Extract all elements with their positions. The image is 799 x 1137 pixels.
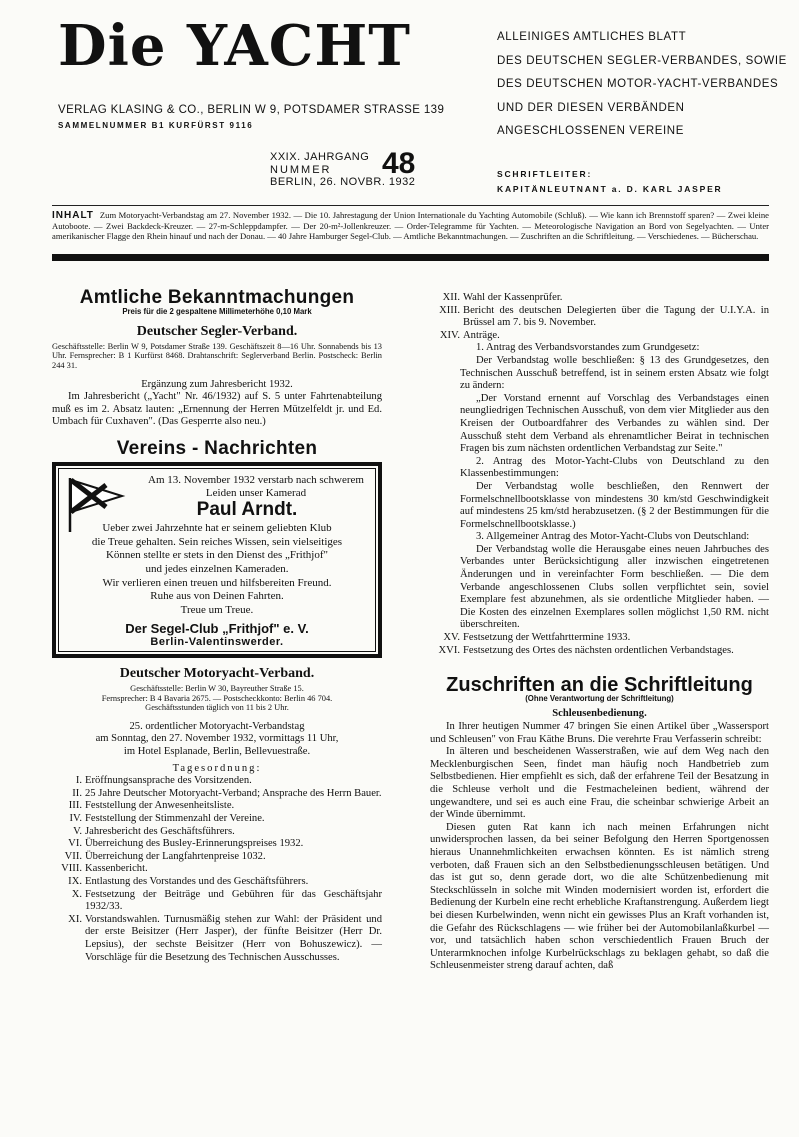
obit-line: die Treue gehalten. Sein reiches Wissen, sein vielseitiges — [91, 535, 343, 548]
obit-line: Können stellte er stets in den Dienst des „Frithjof" — [105, 549, 328, 562]
official-line: DES DEUTSCHEN MOTOR-YACHT-VERBANDES — [497, 78, 779, 90]
dmyv-info-line: Geschäftsstunden täglich von 11 bis 2 Uhr. — [145, 703, 289, 713]
obit-club: Der Segel-Club „Frithjof" e. V. — [125, 621, 309, 637]
agenda-list-cont — [430, 292, 769, 342]
agenda-label: Tagesordnung: — [172, 762, 262, 774]
agenda-item: X. Festsetzung der Beiträge und Gebühren für das Geschäftsjahr 1932/33. — [71, 888, 382, 913]
zuschriften-sub: (Ohne Verantwortung der Schriftleitung) — [525, 693, 674, 703]
club-flag-icon — [66, 474, 126, 534]
right-column — [430, 292, 769, 973]
official-line: DES DEUTSCHEN SEGLER-VERBANDES, SOWIE — [497, 54, 787, 67]
antrag3-head: 3. Allgemeiner Antrag des Motor-Yacht-Clubs von Deutschland: — [476, 531, 750, 543]
verbandstag-title — [52, 721, 382, 759]
agenda-list-end — [430, 632, 769, 657]
agenda-item: I. Eröffnungsansprache des Vorsitzenden. — [75, 775, 252, 787]
agenda-item: IV. Feststellung der Stimmenzahl der Vereine. — [69, 813, 265, 824]
dmyv-info-line: Geschäftsstelle: Berlin W 30, Bayreuther Straße 15. — [130, 684, 304, 694]
agenda-item: XIII. Bericht des deutschen Delegierten über die Tagung der U.I.Y.A. in Brüssel am 7. bis 9. November. — [439, 304, 769, 329]
obit-line: Ruhe aus von Deinen Fahrten. — [150, 590, 284, 603]
zuschriften-title: Zuschriften an die Schriftleitung — [446, 674, 753, 697]
agenda-item: II. 25 Jahre Deutscher Motoryacht-Verband; Ansprache des Herrn Bauer. — [72, 787, 382, 799]
antrag3-p: Der Verbandstag wolle die Herausgabe eines neuen Jahrbuches des Verbandes unter Berücksichtigung aller inzwischen eingetretenen Änderungen und in vereinfachter Form beschließen. — Die dem Verbande angeschlossenen Clubs sollen verpflichtet sein, soviel Exemplare fest abzunehmen, als sie ordentliche Mitglieder haben. — Die Kosten des einzelnen Exemplares sollen möglichst 1,50 RM. nicht überschreiten. — [460, 543, 769, 631]
masthead-title: Die YACHT — [58, 13, 411, 79]
left-column — [52, 287, 382, 964]
issue-year: XXIX. JAHRGANG — [270, 151, 370, 163]
dsv-info: Geschäftsstelle: Berlin W 9, Potsdamer Straße 139. Geschäftszeit 8—16 Uhr. Sonnabends bis 13 Uhr. Fernsprecher: B 1 Kurfürst 8468. Drahtanschrift: Seglerverband Berlin. Postscheck: Berlin 244 31. — [52, 341, 382, 370]
rule-divider — [52, 205, 769, 206]
agenda-item: XII. Wahl der Kassenprüfer. — [442, 292, 563, 303]
agenda-item: V. Jahresbericht des Geschäftsführers. — [73, 825, 235, 837]
verbandstag-line: 25. ordentlicher Motoryacht-Verbandstag — [129, 720, 305, 732]
agenda-item: XV. Festsetzung der Wettfahrttermine 1933. — [443, 632, 631, 644]
verbandstag-line: im Hotel Esplanade, Berlin, Bellevuestraße. — [123, 746, 311, 758]
erg-text: Im Jahresbericht („Yacht" Nr. 46/1932) auf S. 5 unter Fahrtenabteilung muß es im 2. Absatz lauten: „Ernennung der Herren Mützelfeldt jr. und Ed. Umbach für Cuxhaven". (Das Gesperrte also neu.) — [52, 391, 382, 428]
agenda-list — [52, 775, 382, 964]
agenda-item: VIII. Kassenbericht. — [61, 863, 148, 875]
rule-thick-divider — [52, 254, 769, 261]
contents-text: Zum Motoryacht-Verbandstag am 27. November 1932. — Die 10. Jahrestagung der Union Internationale du Yachting Automobile (Schluß). — Wie kann ich Brennstoff sparen? — Zwei kleine Autoboote. — Zwei Backdeck-Kreuzer. — 27-m-Schleppdampfer. — Der 20-m²-Jollenkreuzer. — Order-Telegramme für Yachten. — Meteorologische Navigation an Bord von Segelyachten. — Unter amerikanischer Flagge den Rhein hinauf und nach der Donau. — 40 Jahre Hamburger Segel-Club. — Amtliche Bekanntmachungen. — Zuschriften an die Schriftleitung. — Verschiedenes. — Bücherschau. — [52, 210, 769, 241]
table-of-contents — [52, 210, 769, 241]
amtliche-price: Preis für die 2 gespaltene Millimeterhöhe 0,10 Mark — [122, 306, 312, 316]
schleusen-p1: In Ihrer heutigen Nummer 47 bringen Sie einen Artikel über „Wassersport und Schleusen" von Frau Käthe Bruns. Die verehrte Frau Verfasserin schreibt: — [430, 721, 769, 745]
antrag2-p: Der Verbandstag wolle beschließen, den Rennwert der Formelschnellbootsklasse von mindestens 30 km/std Geschwindigkeit auf mindestens 25 km/std herabzusetzen. (§ 2 der Bestimmungen für die Formelschnellbootsklasse.) — [460, 480, 769, 530]
obit-line: Wir verlieren einen treuen und hilfsbereiten Freund. — [102, 576, 332, 589]
amtliche-title: Amtliche Bekanntmachungen — [79, 287, 355, 308]
editor-info — [497, 167, 722, 197]
agenda-item: XVI. Festsetzung des Ortes des nächsten ordentlichen Verbandstages. — [438, 644, 734, 656]
verbandstag-line: am Sonntag, den 27. November 1932, vormittags 11 Uhr, — [95, 733, 339, 745]
obit-intro: Am 13. November 1932 verstarb nach schwerem Leiden unser Kamerad — [148, 473, 364, 499]
vereins-title: Vereins - Nachrichten — [116, 437, 318, 459]
phone-line: SAMMELNUMMER B1 KURFÜRST 9116 — [58, 121, 254, 130]
schleusen-title: Schleusenbedienung. — [552, 708, 647, 720]
dsv-title: Deutscher Segler-Verband. — [136, 324, 298, 340]
antrag1-head: 1. Antrag des Verbandsvorstandes zum Grundgesetz: — [476, 342, 700, 354]
obit-name: Paul Arndt. — [196, 498, 298, 520]
obit-body — [66, 522, 368, 617]
dmyv-info-line: Fernsprecher: B 4 Bavaria 2675. — Postscheckkonto: Berlin 46 704. — [101, 693, 333, 703]
erg-title: Ergänzung zum Jahresbericht 1932. — [141, 378, 293, 390]
agenda-item: XI. Vorstandswahlen. Turnusmäßig stehen zur Wahl: der Präsident und der erste Beisitzer (Herr Jasper), der fünfte Beisitzer (Herr Dr. Lepsius), der sechste Beisitzer (Herr von Bohuszewicz). — Vorschläge für die Besetzung des Technischen Ausschusses. — [68, 913, 382, 963]
antrag1-p2: „Der Vorstand ernennt auf Vorschlag des Verbandstages einen neungliedrigen Technischen Ausschuß, von dem vier Mitglieder aus den Kreisen der Outboardfahrer des Verbandes zu wählen sind. Der Ausschuß steht dem Verband als ehrenamtlicher Beirat in technischen Fragen bis zum nächsten ordentlichen Verbandstag zur Seite." — [460, 392, 769, 455]
obit-line: Ueber zwei Jahrzehnte hat er seinem geliebten Klub — [102, 522, 332, 535]
antraege-block — [430, 342, 769, 632]
obit-place: Berlin-Valentinswerder. — [150, 635, 284, 648]
issue-date: BERLIN, 26. NOVBR. 1932 — [270, 176, 416, 188]
contents-label: INHALT — [52, 210, 94, 221]
issue-label: NUMMER — [270, 163, 332, 176]
dmyv-info — [52, 684, 382, 713]
editor-label: SCHRIFTLEITER: — [497, 169, 593, 179]
obit-line: und jedes einzelnen Kameraden. — [145, 562, 289, 575]
official-line: ANGESCHLOSSENEN VEREINE — [497, 125, 684, 137]
agenda-item: XIV. Anträge. — [439, 329, 500, 341]
official-statement — [497, 26, 787, 144]
official-line: ALLEINIGES AMTLICHES BLATT — [497, 31, 687, 43]
obit-line: Treue um Treue. — [180, 603, 254, 616]
official-line: UND DER DIESEN VERBÄNDEN — [497, 101, 685, 114]
agenda-item: VII. Überreichung der Langfahrtenpreise 1032. — [64, 850, 266, 862]
publisher-line: VERLAG KLASING & CO., BERLIN W 9, POTSDAMER STRASSE 139 — [58, 104, 445, 116]
schleusen-p2: In älteren und bescheidenen Wasserstraßen, wie auf dem Weg nach den Mecklenburgischen Seen, findet man häufig noch Handbetrieb zum Selbstbedienen. Hier empfiehlt es sich, daß der erfahrene Teil der Besatzung in die Schleuse verholt und die Festmacheleinen bedient, während der ungewandtere, und sei es auch eine Frau, die scheinbar schwierige Arbeit an der Winde übernimmt. — [430, 746, 769, 821]
editor-name: KAPITÄNLEUTNANT a. D. KARL JASPER — [497, 184, 723, 194]
issue-number: 48 — [382, 147, 416, 180]
agenda-item: III. Feststellung der Anwesenheitsliste. — [68, 800, 235, 812]
agenda-item: VI. Überreichung des Busley-Erinnerungspreises 1932. — [68, 838, 304, 850]
schleusen-p3: Diesen guten Rat kann ich nach meinen Erfahrungen nicht unwidersprochen lassen, da bei seiner Befolgung den Herren Sportgenossen hieraus Unannehmlichkeiten erwachsen könnten. Es ist nämlich streng verboten, daß Frauen sich an den Selbstbedienungsschleusen betätigen. Und das ist gut so, denn gerade dort, wo die alte Schützenbedienung mit Steckschlüsseln in solche mit Winden modernisiert worden ist, erfordert die Bedienung der Kurbeln eine recht erhebliche Kraftanstrengung. Außerdem liegt bei diesen Kurbelwinden, wenn nicht ein gewisses Plus an Kraft vorhanden ist, die Gefahr des Rückschlagens — wie früher bei der Automobilanlaßkurbel — vor, und tatsächlich haben schon verschiedentlich Frauen Bruch der Unterarmknochen infolge Kurbelrückschlags zu beklagen gehabt, so daß die Schleusenmeister streng darauf achten, daß — [430, 821, 769, 972]
obituary-box — [52, 462, 382, 659]
antrag2-head: 2. Antrag des Motor-Yacht-Clubs von Deutschland zu den Klassenbestimmungen: — [460, 455, 769, 480]
agenda-item: IX. Entlastung des Vorstandes und des Geschäftsführers. — [68, 875, 309, 887]
dmyv-title: Deutscher Motoryacht-Verband. — [119, 666, 315, 682]
antrag1-p1: Der Verbandstag wolle beschließen: § 13 des Grundgesetzes, den Technischen Ausschuß betreffend, ist in seinem ersten Absatz wie folgt zu ändern: — [460, 354, 769, 392]
